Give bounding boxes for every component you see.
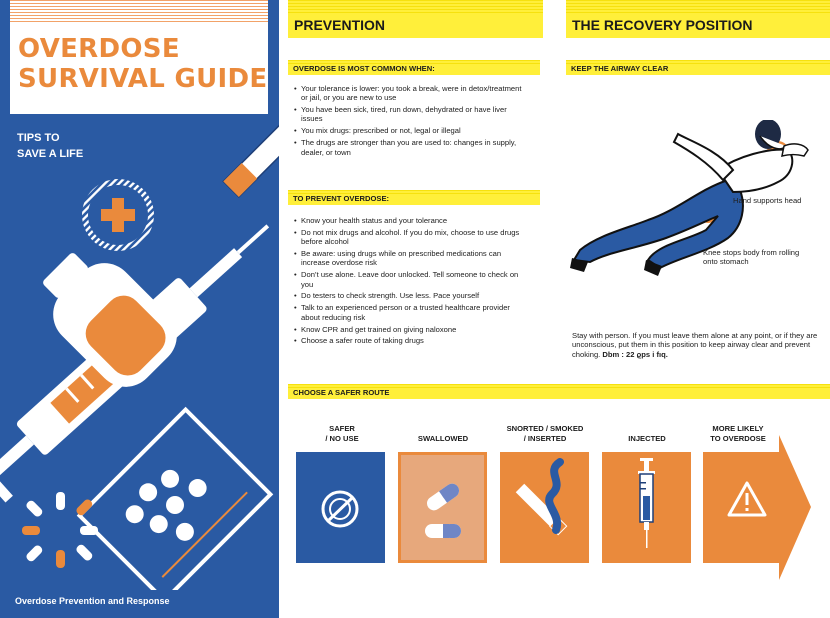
caption-head: Hand supports head (733, 196, 802, 205)
capsules-icon (401, 455, 484, 560)
prevention-header (288, 0, 543, 38)
route-label-swallowed (397, 434, 489, 444)
prevent-list-item: • Do testers to check strength. Use less. Pace yourself (294, 291, 530, 300)
cover-illustration (0, 110, 279, 590)
prevent-list-item: • Talk to an experienced person or a trusted healthcare provider about reducing risk (294, 303, 530, 322)
risk-arrow (703, 435, 813, 580)
prevent-list-item: • Know your health status and your tolerance (294, 216, 530, 225)
pills-icon (80, 410, 271, 590)
common-list (294, 84, 530, 159)
prevent-heading-text: TO PREVENT OVERDOSE: (293, 194, 390, 203)
prevent-list-item: • Know CPR and get trained on giving naloxone (294, 325, 530, 334)
route-box-swallowed (398, 452, 487, 563)
prevent-list-item: • Be aware: using drugs while on prescribed medications can increase overdose risk (294, 249, 530, 268)
airway-heading (566, 60, 830, 75)
recovery-title: THE RECOVERY POSITION (572, 17, 753, 33)
common-list-item: • The drugs are stronger than you are used to: changes in supply, dealer, or town (294, 138, 530, 157)
pill-bottle-icon (25, 235, 189, 399)
route-heading-text: CHOOSE A SAFER ROUTE (293, 388, 390, 397)
common-list-item: • Your tolerance is lower: you took a break, were in detox/treatment or jail, or you are new to use (294, 84, 530, 103)
prevent-list-item: • Don’t use alone. Leave door unlocked. Tell someone to check on you (294, 270, 530, 289)
route-label-text: INJECTED (628, 434, 666, 443)
title-box (10, 0, 268, 114)
route-box-snorted (500, 452, 589, 563)
header-stripes (288, 0, 543, 13)
guide-title (18, 34, 268, 94)
route-box-risk (703, 435, 813, 580)
route-label-text: MORE LIKELY TO OVERDOSE (710, 424, 766, 443)
instructions-tail: Dbm : 22 ϱps i fıq. (602, 349, 668, 359)
tips-line-1: TIPS TO (17, 132, 60, 144)
route-label-safer (296, 424, 388, 444)
airway-heading-text: KEEP THE AIRWAY CLEAR (571, 64, 669, 73)
prevent-heading (288, 190, 540, 205)
header-stripes (566, 0, 830, 13)
title-line-2: SURVIVAL GUIDE (18, 64, 268, 94)
prevent-list-item: • Do not mix drugs and alcohol. If you do mix, choose to use drugs before alcohol (294, 228, 530, 247)
smoking-icon (500, 452, 589, 563)
route-heading (288, 384, 830, 399)
route-box-injected (602, 452, 691, 563)
starburst-icon (22, 492, 98, 568)
cigarette-icon (158, 110, 279, 197)
footer-label: Overdose Prevention and Response (15, 596, 170, 606)
common-list-item: • You have been sick, tired, run down, dehydrated or have liver issues (294, 105, 530, 124)
caption-knee: Knee stops body from rolling onto stomach (703, 248, 800, 267)
route-label-text: SWALLOWED (417, 434, 469, 443)
recovery-instructions (572, 331, 828, 359)
recovery-header (566, 0, 830, 38)
title-line-1: OVERDOSE (18, 34, 180, 64)
route-box-safer (296, 452, 385, 563)
prevention-title: PREVENTION (294, 17, 386, 33)
common-heading-text: OVERDOSE IS MOST COMMON WHEN: (293, 64, 435, 73)
prevent-list (294, 216, 530, 348)
no-use-icon (296, 452, 385, 563)
cover-panel (0, 0, 279, 618)
tips-line-2: SAVE A LIFE (17, 148, 84, 160)
prevent-list-item: • Choose a safer route of taking drugs (294, 336, 530, 345)
common-list-item: • You mix drugs: prescribed or not, legal or illegal (294, 126, 530, 135)
route-label-injected (601, 434, 693, 444)
syringe-icon (602, 452, 691, 563)
common-heading (288, 60, 540, 75)
title-stripes (10, 0, 268, 22)
route-label-text: SNORTED / SMOKED / INSERTED (506, 424, 584, 443)
first-aid-cross-icon (82, 179, 154, 251)
route-label-text: SAFER / NO USE (325, 424, 359, 443)
route-label-snorted (499, 424, 591, 444)
instructions-text: Stay with person. If you must leave them alone at any point, or if they are unconscious, put them in this position to keep airway clear and prevent choking. (572, 331, 818, 359)
